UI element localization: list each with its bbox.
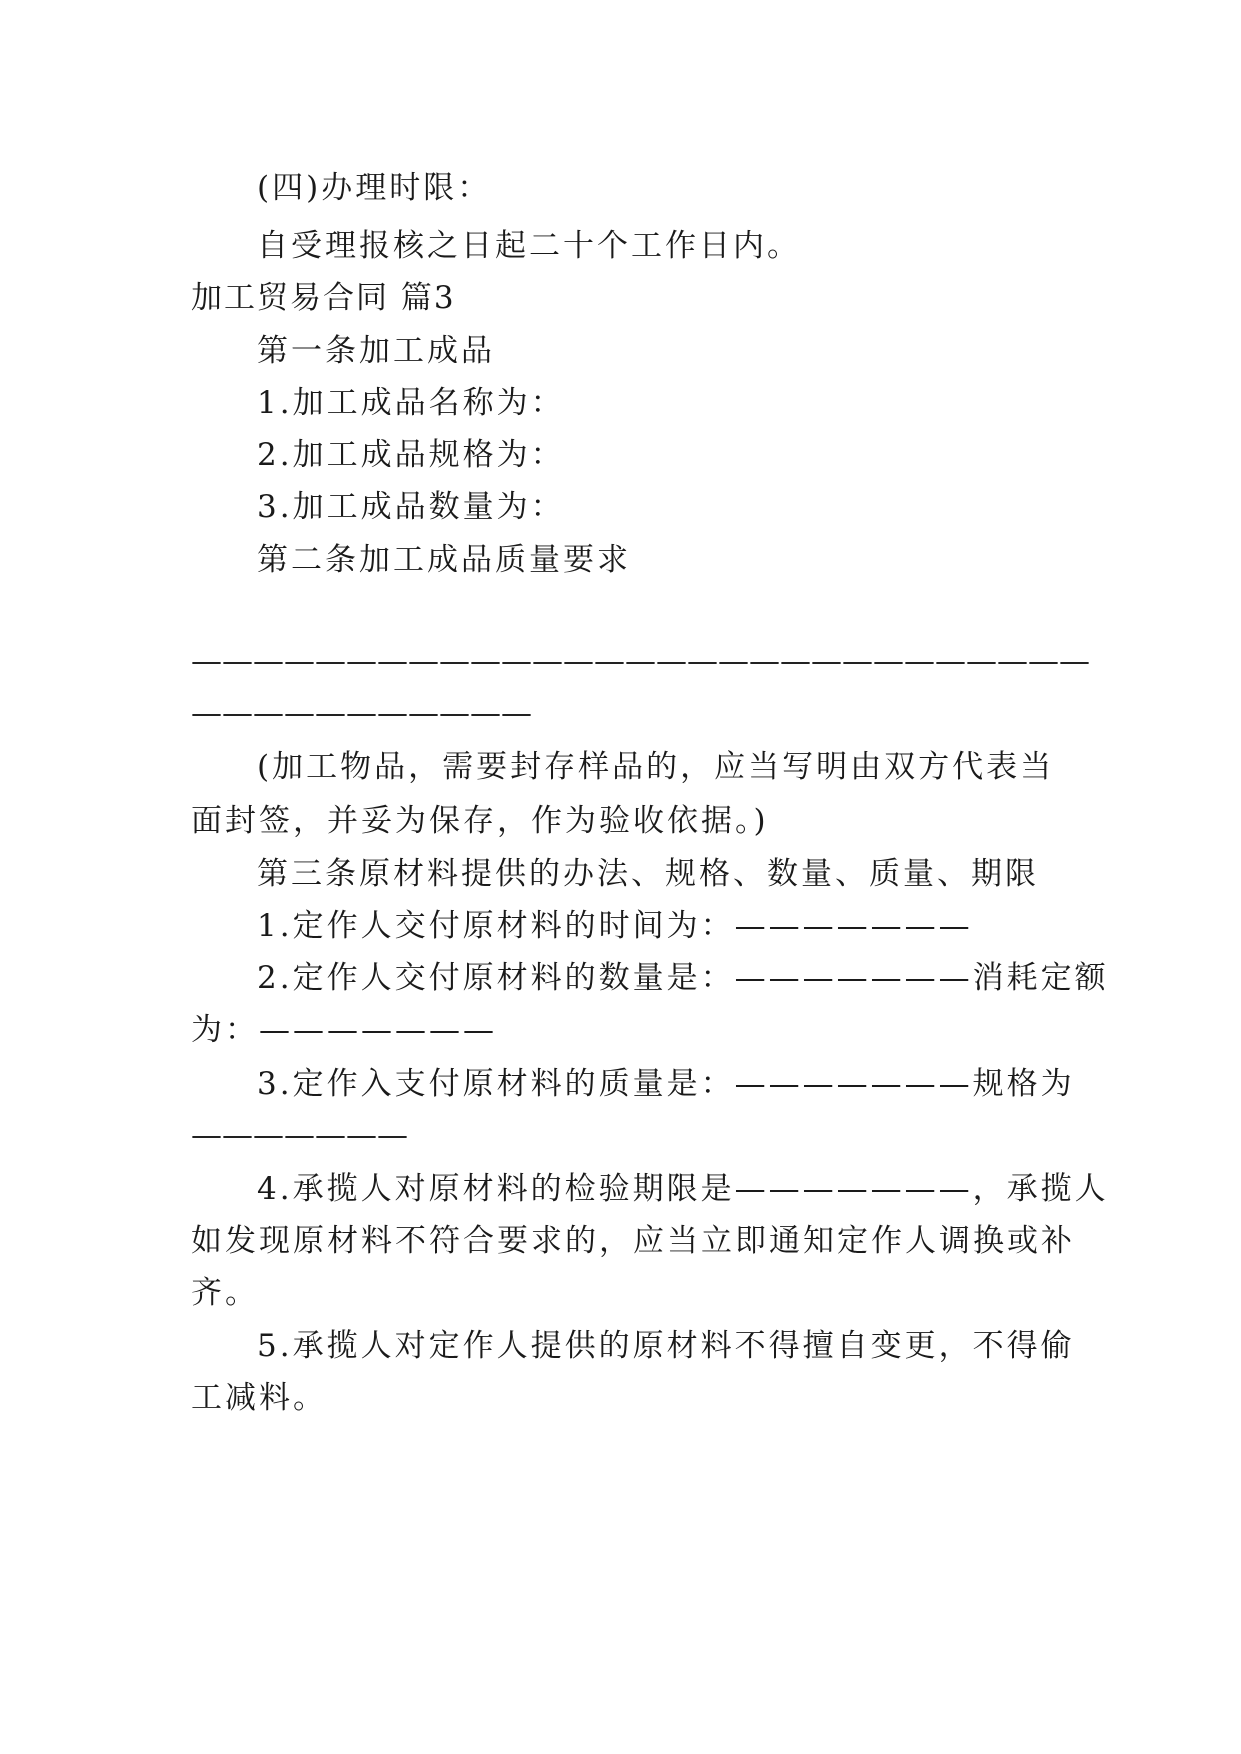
article-3-item-5-line-2: 工减料。: [191, 1380, 327, 1416]
article-3-item-2-line-1: 2.定作人交付原材料的数量是：———————消耗定额: [257, 960, 1109, 996]
article-1-item-2: 2.加工成品规格为：: [257, 437, 565, 473]
article-3-item-3-line-1: 3.定作入支付原材料的质量是：———————规格为: [257, 1066, 1075, 1102]
article-3-item-5-line-1: 5.承揽人对定作人提供的原材料不得擅自变更，不得偷: [257, 1328, 1075, 1364]
article-1-title: 第一条加工成品: [257, 333, 495, 369]
article-2-note-line-2: 面封签，并妥为保存，作为验收依据。): [191, 803, 769, 839]
article-2-title: 第二条加工成品质量要求: [257, 542, 631, 578]
article-1-item-1: 1.加工成品名称为：: [257, 385, 565, 421]
article-3-item-4-line-2: 如发现原材料不符合要求的，应当立即通知定作人调换或补: [191, 1223, 1075, 1259]
clause-time-limit-heading: (四)办理时限：: [257, 170, 492, 206]
article-3-item-4-line-1: 4.承揽人对原材料的检验期限是———————，承揽人: [257, 1171, 1109, 1207]
fill-in-blank-line-2: ———————————: [191, 695, 532, 731]
article-3-item-2-line-2: 为：———————: [191, 1012, 497, 1048]
article-1-item-3: 3.加工成品数量为：: [257, 489, 565, 525]
article-3-title: 第三条原材料提供的办法、规格、数量、质量、期限: [257, 856, 1039, 892]
article-3-item-4-line-3: 齐。: [191, 1275, 259, 1311]
article-3-item-3-line-2: ———————: [191, 1117, 408, 1153]
article-3-item-1: 1.定作人交付原材料的时间为：———————: [257, 908, 973, 944]
clause-time-limit-text: 自受理报核之日起二十个工作日内。: [257, 228, 801, 264]
section-title: 加工贸易合同 篇3: [191, 280, 456, 316]
fill-in-blank-line-1: —————————————————————————————: [191, 643, 1090, 679]
article-2-note-line-1: (加工物品，需要封存样品的，应当写明由双方代表当: [257, 749, 1055, 785]
